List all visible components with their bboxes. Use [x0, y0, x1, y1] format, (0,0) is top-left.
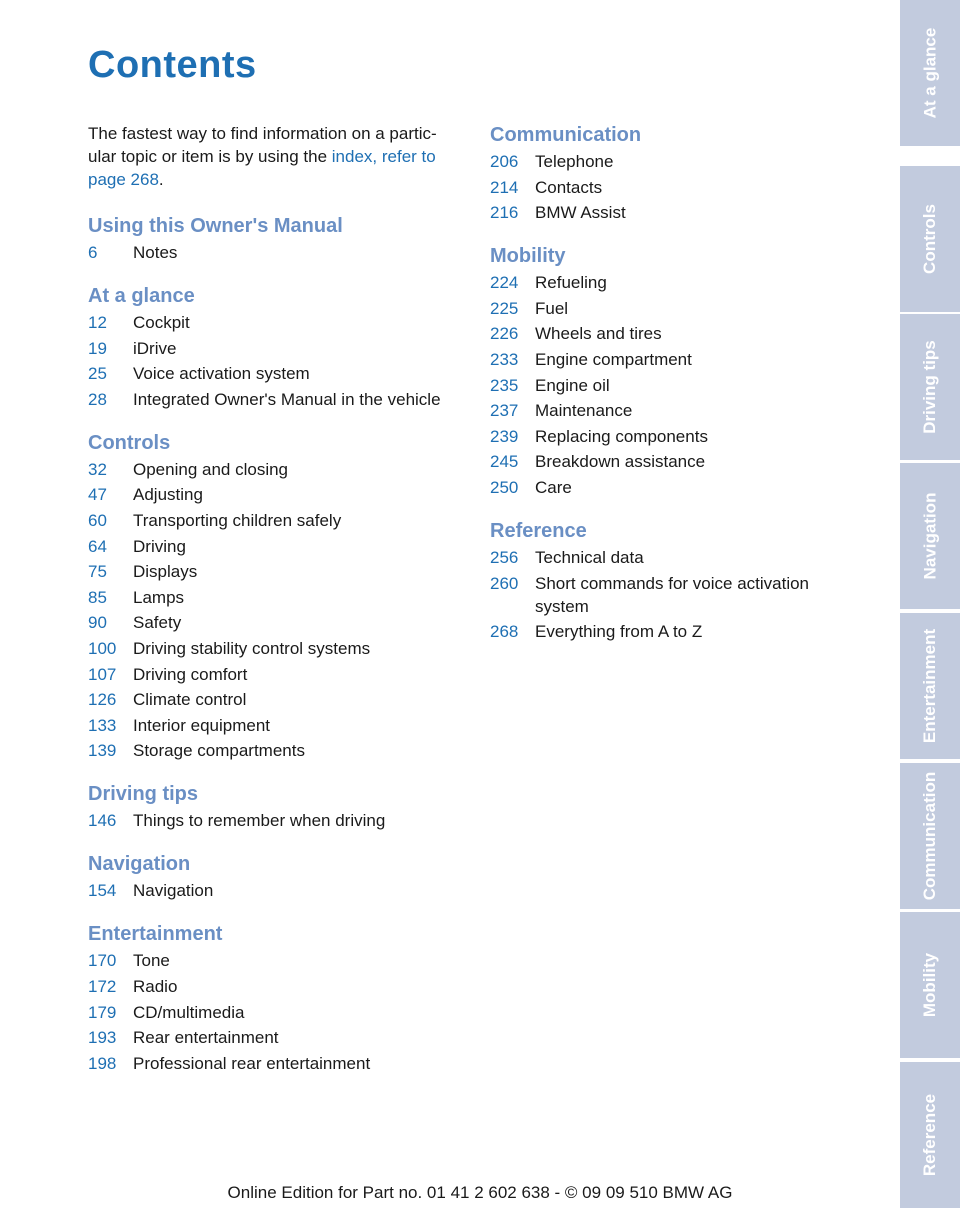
toc-page-number[interactable]: 250 — [490, 477, 519, 497]
section-heading: Navigation — [88, 853, 191, 876]
section-heading: Driving tips — [88, 783, 199, 806]
toc-page-number[interactable]: 64 — [88, 536, 107, 556]
section-heading: Communication — [490, 124, 642, 146]
toc-entry-label: Engine oil — [535, 375, 610, 395]
section-entertainment — [88, 921, 463, 1074]
toc-entry-label: Professional rear entertainment — [133, 1053, 371, 1073]
index-link[interactable]: index, refer to page 268 — [88, 147, 436, 189]
section-mobility — [490, 243, 865, 499]
toc-entry[interactable] — [490, 450, 865, 473]
toc-page-number[interactable]: 90 — [88, 613, 107, 633]
toc-page-number[interactable]: 85 — [88, 587, 107, 607]
toc-page-number[interactable]: 226 — [490, 324, 519, 344]
chapter-tab-label: At a glance — [920, 27, 940, 119]
toc-entry[interactable] — [88, 714, 463, 737]
toc-entry-label: Rear entertainment — [133, 1028, 279, 1048]
contents-column-left — [88, 122, 463, 1094]
toc-entry-label: Breakdown assistance — [535, 452, 706, 472]
toc-entry[interactable] — [88, 663, 463, 686]
toc-entry[interactable] — [88, 739, 463, 762]
footer-edition-text: Online Edition for Part no. 01 41 2 602 638 - © 09 09 510 BMW AG — [227, 1183, 733, 1202]
toc-entry-label: Wheels and tires — [535, 324, 662, 344]
toc-entry[interactable] — [490, 374, 865, 397]
toc-page-number[interactable]: 268 — [490, 622, 519, 642]
chapter-tab-label: Driving tips — [920, 340, 940, 434]
toc-page-number[interactable]: 233 — [490, 349, 519, 369]
toc-page-number[interactable]: 198 — [88, 1053, 117, 1073]
toc-page-number[interactable]: 6 — [88, 243, 98, 262]
section-communication — [490, 122, 865, 224]
section-heading: Reference — [490, 519, 587, 542]
toc-entry[interactable] — [88, 611, 463, 634]
section-heading: Mobility — [490, 245, 566, 268]
toc-entry-label: Cockpit — [133, 313, 190, 332]
toc-entry[interactable] — [490, 546, 865, 569]
toc-entry-label: Adjusting — [133, 485, 203, 505]
sections-left — [88, 213, 463, 1075]
toc-entry[interactable] — [490, 150, 865, 173]
toc-entry-label: Notes — [133, 243, 178, 262]
chapter-tab-entertainment[interactable] — [900, 613, 960, 759]
chapter-tab-label: Communication — [920, 771, 940, 901]
intro-text: The fastest way to find information on a partic-ular topic or item is by using the — [88, 124, 437, 166]
toc-entry-label: Driving stability control systems — [133, 638, 371, 658]
toc-page-number[interactable]: 170 — [88, 951, 117, 971]
toc-entry-label: Integrated Owner's Manual in the vehicle — [133, 389, 441, 409]
section-at-a-glance — [88, 283, 463, 411]
toc-page-number[interactable]: 260 — [490, 573, 519, 593]
toc-page-number[interactable]: 126 — [88, 690, 117, 710]
chapter-tab-at-a-glance[interactable] — [900, 0, 960, 146]
toc-page-number[interactable]: 146 — [88, 811, 117, 831]
toc-page-number[interactable]: 206 — [490, 152, 519, 171]
toc-entry[interactable] — [490, 297, 865, 320]
section-controls — [88, 430, 463, 763]
section-using-this-owner-s-manual — [88, 213, 463, 264]
toc-entry-label: Maintenance — [535, 401, 633, 421]
toc-entry-label: Things to remember when driving — [133, 811, 386, 831]
toc-entry-label: Voice activation system — [133, 364, 310, 384]
toc-page-number[interactable]: 133 — [88, 715, 117, 735]
chapter-tab-label: Controls — [920, 204, 940, 274]
toc-entry-label: Care — [535, 477, 572, 497]
toc-entry[interactable] — [490, 271, 865, 294]
toc-entry-label: BMW Assist — [535, 203, 626, 223]
toc-page-number[interactable]: 32 — [88, 459, 107, 479]
toc-entry-label: Storage compartments — [133, 741, 305, 761]
toc-entry[interactable] — [88, 949, 463, 972]
toc-page-number[interactable]: 28 — [88, 389, 107, 409]
toc-page-number[interactable]: 107 — [88, 664, 117, 684]
toc-entry[interactable] — [490, 176, 865, 199]
contents-column-right — [490, 122, 865, 662]
toc-entry[interactable] — [88, 388, 463, 411]
toc-entry[interactable] — [88, 1001, 463, 1024]
toc-page-number[interactable]: 237 — [490, 401, 519, 421]
toc-entry[interactable] — [88, 975, 463, 998]
toc-page-number[interactable]: 224 — [490, 273, 519, 293]
toc-entry[interactable] — [88, 1026, 463, 1049]
toc-entry-label: Everything from A to Z — [535, 622, 703, 642]
toc-page-number[interactable]: 179 — [88, 1002, 117, 1022]
section-driving-tips — [88, 781, 463, 832]
toc-page-number[interactable]: 214 — [490, 177, 519, 197]
toc-entry[interactable] — [88, 1052, 463, 1075]
toc-entry-label: Driving — [133, 536, 186, 556]
toc-entry-label: Opening and closing — [133, 459, 289, 479]
toc-entry-label: Short commands for voice activation system — [535, 573, 810, 616]
toc-entry-label: Technical data — [535, 547, 644, 567]
toc-entry[interactable] — [490, 572, 865, 618]
chapter-tab-label: Navigation — [920, 492, 939, 580]
chapter-tab-bar — [900, 0, 960, 1210]
chapter-tab-controls[interactable] — [900, 166, 960, 312]
toc-entry[interactable] — [88, 879, 463, 902]
toc-page-number[interactable]: 25 — [88, 364, 107, 384]
toc-entry[interactable] — [490, 348, 865, 371]
section-heading: Using this Owner's Manual — [88, 215, 343, 237]
toc-page-number[interactable]: 154 — [88, 881, 117, 901]
toc-entry[interactable] — [88, 483, 463, 506]
toc-entry-label: Transporting children safely — [133, 510, 342, 530]
toc-entry[interactable] — [88, 586, 463, 609]
toc-entry-label: Navigation — [133, 881, 214, 901]
toc-entry-label: Contacts — [535, 177, 603, 197]
toc-page-number[interactable]: 139 — [88, 741, 117, 761]
toc-entry[interactable] — [490, 201, 865, 224]
toc-entry-label: Fuel — [535, 298, 569, 318]
toc-entry[interactable] — [490, 620, 865, 643]
toc-page-number[interactable]: 172 — [88, 976, 117, 996]
toc-entry[interactable] — [88, 337, 463, 360]
toc-entry-label: Driving comfort — [133, 664, 248, 684]
chapter-tab-communication[interactable] — [900, 763, 960, 909]
sections-right — [490, 122, 865, 643]
toc-entry-label: Displays — [133, 562, 198, 582]
toc-entry[interactable] — [490, 476, 865, 499]
toc-page-number[interactable]: 60 — [88, 510, 107, 530]
toc-page-number[interactable]: 47 — [88, 485, 107, 505]
toc-entry-label: Climate control — [133, 690, 247, 710]
toc-entry[interactable] — [490, 399, 865, 422]
toc-entry-label: Tone — [133, 951, 170, 971]
chapter-tab-navigation[interactable] — [900, 463, 960, 609]
toc-entry[interactable] — [88, 637, 463, 660]
toc-entry-label: Radio — [133, 976, 178, 996]
toc-page-number[interactable]: 216 — [490, 203, 519, 223]
toc-page-number[interactable]: 12 — [88, 313, 107, 332]
intro-end: . — [158, 170, 164, 189]
chapter-tab-mobility[interactable] — [900, 912, 960, 1058]
section-heading: Controls — [88, 431, 171, 454]
toc-entry[interactable] — [88, 362, 463, 385]
toc-entry-label: iDrive — [133, 338, 177, 358]
toc-entry-label: Lamps — [133, 587, 185, 607]
toc-page-number[interactable]: 225 — [490, 298, 519, 318]
toc-entry-label: CD/multimedia — [133, 1002, 245, 1022]
chapter-tab-label: Mobility — [920, 952, 939, 1018]
toc-entry[interactable] — [490, 322, 865, 345]
toc-entry[interactable] — [88, 809, 463, 832]
section-heading: Entertainment — [88, 923, 223, 946]
intro-paragraph — [88, 122, 463, 191]
toc-entry-label: Replacing components — [535, 426, 708, 446]
toc-entry[interactable] — [88, 688, 463, 711]
toc-page-number[interactable]: 100 — [88, 638, 117, 658]
toc-entry-label: Refueling — [535, 273, 607, 293]
section-navigation — [88, 851, 463, 902]
toc-page-number[interactable]: 193 — [88, 1028, 117, 1048]
chapter-tab-label: Entertainment — [920, 628, 940, 744]
toc-entry-label: Telephone — [535, 152, 614, 171]
toc-entry-label: Engine compartment — [535, 349, 692, 369]
toc-page-number[interactable]: 75 — [88, 562, 107, 582]
toc-page-number[interactable]: 19 — [88, 338, 107, 358]
toc-entry-label: Safety — [133, 613, 182, 633]
section-reference — [490, 518, 865, 643]
toc-page-number[interactable]: 245 — [490, 452, 519, 472]
toc-page-number[interactable]: 235 — [490, 375, 519, 395]
toc-entry-label: Interior equipment — [133, 715, 271, 735]
toc-entry[interactable] — [88, 458, 463, 481]
toc-page-number[interactable]: 256 — [490, 547, 519, 567]
chapter-tab-driving-tips[interactable] — [900, 314, 960, 460]
toc-entry[interactable] — [88, 311, 463, 334]
toc-entry[interactable] — [490, 425, 865, 448]
toc-entry[interactable] — [88, 241, 463, 264]
toc-entry[interactable] — [88, 560, 463, 583]
toc-entry[interactable] — [88, 509, 463, 532]
page-title: Contents — [88, 44, 257, 86]
toc-page-number[interactable]: 239 — [490, 426, 519, 446]
chapter-tab-label: Reference — [920, 1093, 939, 1177]
section-heading: At a glance — [88, 285, 195, 307]
toc-entry[interactable] — [88, 535, 463, 558]
